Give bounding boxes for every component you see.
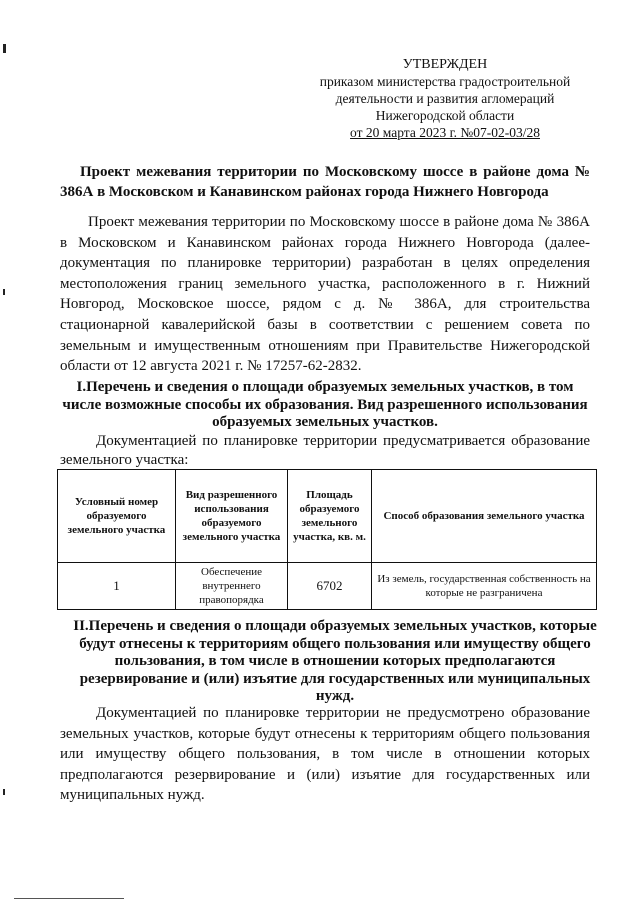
approval-date: от 20 марта 2023 г. №07-02-03/28 bbox=[350, 125, 540, 140]
plot-use-cell: Обеспечение внутреннего правопорядка bbox=[176, 563, 288, 610]
table-header-row bbox=[58, 470, 597, 563]
scan-line bbox=[14, 898, 124, 899]
table-row bbox=[58, 563, 597, 610]
plot-number-cell: 1 bbox=[58, 563, 176, 610]
approval-line: деятельности и развития агломераций bbox=[335, 91, 555, 106]
header-cell: Способ образования земельного участка bbox=[372, 470, 597, 563]
header-cell: Условный номер образуемого земельного участка bbox=[58, 470, 176, 563]
header-cell: Площадь образуемого земельного участка, кв. м. bbox=[288, 470, 372, 563]
section-2-heading: II.Перечень и сведения о площади образуемых земельных участков, которые будут отнесены к территориям общего пользования или имуществу общего пользования, в том числе в отношении которых предполагаются резервирование и (или) изъятие для государственных или муниципальных нужд. bbox=[73, 618, 597, 704]
scan-mark bbox=[3, 789, 5, 795]
header-cell: Вид разрешенного использования образуемого земельного участка bbox=[176, 470, 288, 563]
plot-area-cell: 6702 bbox=[288, 563, 372, 610]
intro-paragraph: Проект межевания территории по Московскому шоссе в районе дома № 386А в Московском и Канавинском районах города Нижнего Новгорода (далее-документация по планировке территории) разработан в целях определения местоположения границ земельного участка, расположенного в г. Нижний Новгород, Московское шоссе, рядом с д. № 386А, для строительства стационарной кавалерийской базы в соответствии с решением совета по земельным и имущественным отношениям при Правительстве Нижегородской области от 12 августа 2021 г. № 17257-62-2832. bbox=[60, 214, 590, 375]
scan-mark bbox=[3, 289, 5, 295]
land-plots-table bbox=[57, 469, 597, 610]
document-title: Проект межевания территории по Московскому шоссе в районе дома № 386А в Московском и Канавинском районах города Нижнего Новгорода bbox=[60, 164, 590, 200]
scan-mark bbox=[3, 44, 6, 53]
section-1-heading: I.Перечень и сведения о площади образуемых земельных участков, в том числе возможные способы их образования. Вид разрешенного использования образуемых земельных участков. bbox=[62, 379, 588, 430]
approval-title: УТВЕРЖДЕН bbox=[402, 57, 488, 72]
approval-stamp bbox=[300, 56, 590, 141]
approval-line: приказом министерства градостроительной bbox=[319, 74, 571, 89]
section-1-text: Документацией по планировке территории предусматривается образование земельного участка: bbox=[60, 433, 590, 468]
section-2-text: Документацией по планировке территории не предусмотрено образование земельных участков, которые будут отнесены к территориям общего пользования или имуществу общего пользования, в том числе в отношении которых предполагаются резервирование и (или) изъятие для государственных или муниципальных нужд. bbox=[60, 705, 590, 803]
plot-method-cell: Из земель, государственная собственность на которые не разграничена bbox=[372, 563, 597, 610]
approval-line: Нижегородской области bbox=[375, 108, 515, 123]
